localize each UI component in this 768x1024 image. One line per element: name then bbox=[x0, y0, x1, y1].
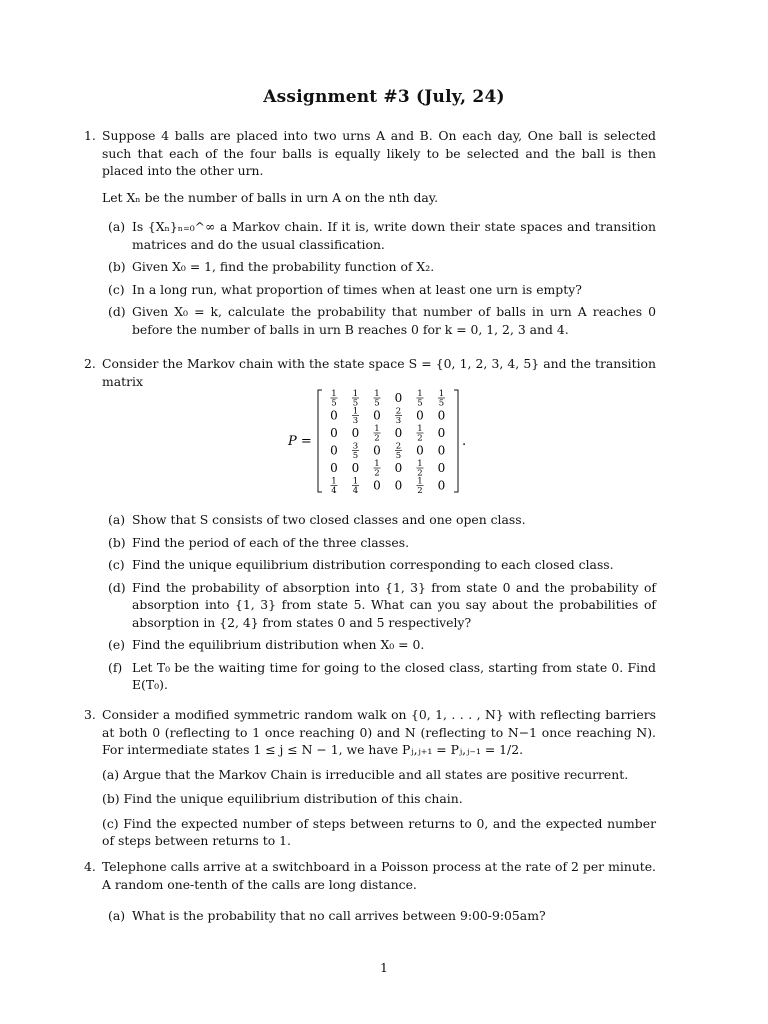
matrix-svg bbox=[286, 388, 486, 494]
svg-text:0: 0 bbox=[437, 408, 446, 423]
svg-text:3: 3 bbox=[352, 416, 359, 426]
svg-text:4: 4 bbox=[331, 486, 337, 494]
matrix-cell bbox=[416, 444, 424, 458]
svg-text:0: 0 bbox=[416, 443, 424, 458]
svg-text:0: 0 bbox=[373, 478, 381, 493]
question-text: Telephone calls arrive at a switchboard in a Poisson process at the rate of 2 per minute. A random one-tenth of the calls are long distance. bbox=[102, 859, 656, 892]
subquestion: (e) Find the equilibrium distribution when X₀ = 0. bbox=[108, 637, 425, 652]
svg-text:0: 0 bbox=[330, 426, 338, 440]
matrix-cell bbox=[373, 444, 381, 458]
svg-text:0: 0 bbox=[351, 461, 360, 475]
svg-text:0: 0 bbox=[437, 443, 446, 458]
svg-text:0: 0 bbox=[394, 478, 403, 493]
matrix-cell bbox=[438, 426, 446, 440]
svg-text:1: 1 bbox=[331, 389, 337, 399]
matrix-cell bbox=[417, 424, 424, 444]
svg-text:2: 2 bbox=[395, 406, 402, 417]
subquestion: (d) Given X₀ = k, calculate the probability that number of balls in urn A reaches 0 before the number of balls in urn B reaches 0 for k = 0, 1, 2, 3 and 4. bbox=[108, 304, 656, 337]
svg-text:1: 1 bbox=[417, 459, 423, 469]
subquestion: (b) Given X₀ = 1, find the probability function of X₂. bbox=[108, 259, 435, 274]
svg-text:0: 0 bbox=[437, 426, 446, 440]
svg-text:1: 1 bbox=[374, 459, 380, 469]
subquestion: (b) Find the period of each of the three classes. bbox=[108, 534, 410, 550]
svg-text:0: 0 bbox=[437, 478, 446, 493]
matrix-cell bbox=[374, 424, 381, 444]
matrix-cell bbox=[330, 461, 338, 475]
svg-text:1: 1 bbox=[438, 389, 445, 399]
question-2 bbox=[84, 355, 656, 390]
svg-text:2: 2 bbox=[395, 441, 402, 452]
svg-text:5: 5 bbox=[331, 398, 337, 409]
question-number: 4. bbox=[84, 859, 96, 874]
transition-matrix bbox=[286, 388, 486, 494]
question-4 bbox=[84, 858, 656, 925]
matrix-cell bbox=[395, 407, 402, 427]
matrix-cell bbox=[373, 409, 381, 423]
matrix-cell bbox=[438, 444, 446, 458]
question-2-subs bbox=[84, 506, 656, 694]
subquestion: (f) Let T₀ be the waiting time for going to the closed class, starting from state 0. Find E(T₀). bbox=[108, 659, 656, 692]
matrix-cell bbox=[417, 477, 424, 495]
svg-text:0: 0 bbox=[351, 426, 360, 440]
matrix-cell bbox=[352, 407, 359, 427]
question-1 bbox=[84, 127, 656, 338]
svg-text:1: 1 bbox=[374, 424, 380, 434]
svg-text:0: 0 bbox=[330, 443, 338, 458]
svg-text:0: 0 bbox=[437, 461, 446, 475]
matrix-cell bbox=[438, 409, 446, 423]
matrix-cell bbox=[330, 409, 338, 423]
svg-text:1: 1 bbox=[374, 389, 380, 399]
matrix-cell bbox=[330, 444, 338, 458]
matrix-cell bbox=[438, 389, 445, 409]
question-text: Consider a modified symmetric random walk on {0, 1, . . . , N} with reflecting barriers at both 0 (reflecting to 1 once reaching 0) and N (reflecting to N−1 once reaching N). For intermediate states 1 ≤ j ≤ N − 1, we have Pⱼ,ⱼ₊₁ = Pⱼ,ⱼ₋₁ = 1/2. bbox=[102, 707, 656, 757]
question-number: 3. bbox=[84, 707, 96, 722]
svg-text:5: 5 bbox=[438, 398, 445, 409]
subquestion: (c) Find the unique equilibrium distribution corresponding to each closed class. bbox=[108, 557, 614, 572]
svg-text:2: 2 bbox=[374, 468, 380, 479]
matrix-period: . bbox=[462, 434, 467, 449]
svg-text:0: 0 bbox=[416, 408, 424, 423]
subquestion: (a) Argue that the Markov Chain is irreducible and all states are positive recurrent. bbox=[102, 766, 629, 782]
svg-text:3: 3 bbox=[352, 441, 359, 452]
matrix-cell bbox=[331, 389, 338, 409]
svg-text:0: 0 bbox=[394, 391, 403, 405]
matrix-cell bbox=[438, 461, 446, 475]
svg-text:0: 0 bbox=[373, 443, 381, 458]
subquestion: (d) Find the probability of absorption into {1, 3} from state 0 and the probability of absorption into {1, 3} from state 5. What can you say about the probabilities of absorption in {2, 4} from states 0 and 5 respectively? bbox=[108, 579, 656, 630]
svg-text:0: 0 bbox=[373, 408, 381, 423]
svg-text:2: 2 bbox=[374, 433, 380, 444]
svg-text:2: 2 bbox=[417, 486, 423, 494]
question-paragraph: Let Xₙ be the number of balls in urn A on the nth day. bbox=[102, 189, 439, 205]
matrix-cell bbox=[395, 461, 403, 475]
matrix-cell bbox=[352, 442, 359, 462]
assignment-title: Assignment #3 (July, 24) bbox=[263, 87, 505, 107]
page-number: 1 bbox=[380, 960, 388, 975]
question-number: 1. bbox=[84, 128, 96, 143]
subquestion: (a) What is the probability that no call arrives between 9:00-9:05am? bbox=[108, 908, 546, 923]
matrix-cell bbox=[374, 459, 381, 479]
svg-text:5: 5 bbox=[352, 398, 359, 409]
right-bracket bbox=[454, 390, 458, 492]
matrix-cell bbox=[352, 477, 359, 495]
subquestion: (b) Find the unique equilibrium distribution of this chain. bbox=[102, 791, 463, 806]
left-bracket bbox=[318, 390, 322, 492]
matrix-cell bbox=[395, 442, 402, 462]
matrix-cell bbox=[395, 391, 403, 405]
svg-text:5: 5 bbox=[417, 398, 423, 409]
matrix-cell bbox=[395, 426, 403, 440]
matrix-cell bbox=[352, 461, 360, 475]
svg-text:2: 2 bbox=[417, 468, 423, 479]
svg-text:1: 1 bbox=[352, 476, 359, 487]
matrix-cell bbox=[373, 479, 381, 493]
matrix-cell bbox=[374, 389, 381, 409]
matrix-cell bbox=[352, 426, 360, 440]
svg-text:1: 1 bbox=[417, 476, 423, 487]
question-number: 2. bbox=[84, 356, 96, 371]
matrix-cell bbox=[331, 477, 338, 495]
question-3 bbox=[84, 706, 656, 850]
matrix-cell bbox=[395, 479, 403, 493]
subquestion: (c) In a long run, what proportion of times when at least one urn is empty? bbox=[108, 281, 582, 297]
svg-text:1: 1 bbox=[352, 389, 359, 399]
svg-text:0: 0 bbox=[330, 408, 338, 423]
matrix-cell bbox=[330, 426, 338, 440]
svg-text:0: 0 bbox=[330, 461, 338, 475]
svg-text:4: 4 bbox=[352, 486, 359, 494]
matrix-cell bbox=[416, 409, 424, 423]
svg-text:5: 5 bbox=[374, 398, 380, 409]
svg-text:5: 5 bbox=[395, 451, 402, 461]
svg-text:0: 0 bbox=[394, 461, 403, 475]
question-text: Consider the Markov chain with the state space S = {0, 1, 2, 3, 4, 5} and the transition matrix bbox=[102, 356, 656, 389]
matrix-cell bbox=[438, 479, 446, 493]
subquestion: (a) Is {Xₙ}ₙ₌₀^∞ a Markov chain. If it is, write down their state spaces and transition matrices and do the usual classification. bbox=[108, 219, 656, 252]
matrix-cell bbox=[417, 389, 424, 409]
subquestion: (a) Show that S consists of two closed classes and one open class. bbox=[108, 512, 526, 527]
svg-text:5: 5 bbox=[352, 451, 359, 461]
question-text: Suppose 4 balls are placed into two urns A and B. On each day, One ball is selected such that each of the four balls is equally likely to be selected and the ball is then placed into the other urn. bbox=[102, 128, 656, 178]
svg-text:1: 1 bbox=[417, 389, 423, 399]
subquestion: (c) Find the expected number of steps between returns to 0, and the expected number of steps between returns to 1. bbox=[102, 815, 656, 848]
svg-text:1: 1 bbox=[331, 476, 337, 487]
svg-text:0: 0 bbox=[394, 426, 403, 440]
svg-text:2: 2 bbox=[417, 433, 423, 444]
matrix-label: P = bbox=[288, 434, 312, 449]
svg-text:3: 3 bbox=[395, 416, 402, 426]
svg-text:1: 1 bbox=[417, 424, 423, 434]
svg-text:1: 1 bbox=[352, 406, 359, 417]
